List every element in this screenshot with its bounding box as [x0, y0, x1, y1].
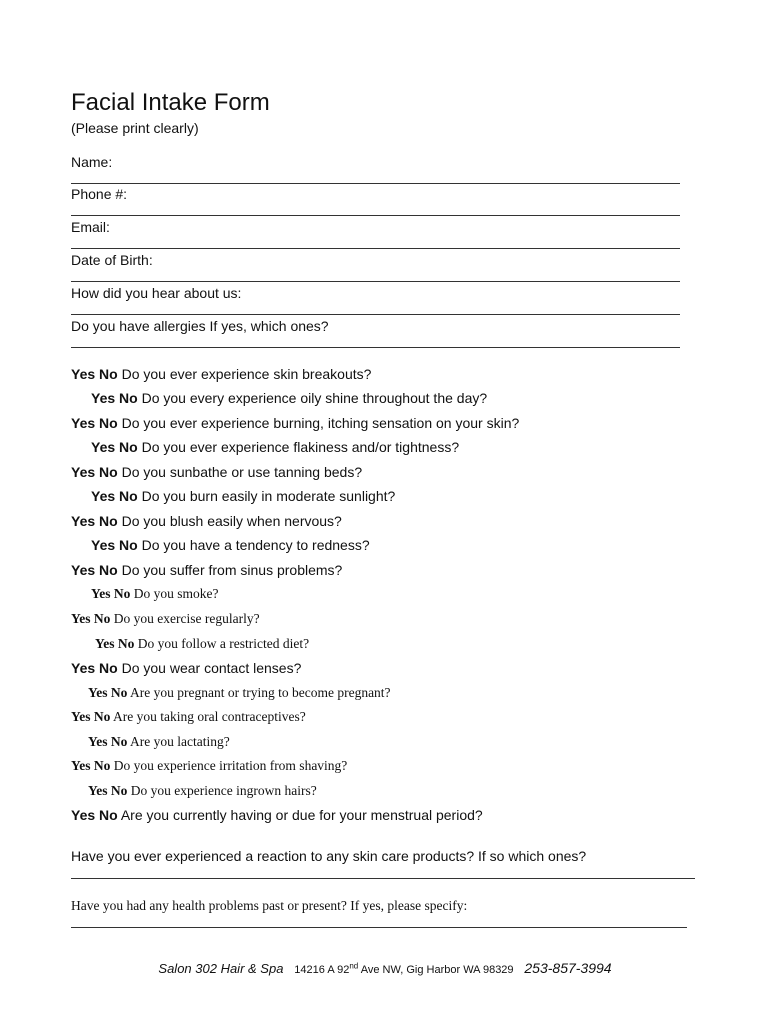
question-row	[71, 611, 260, 627]
question-row	[88, 685, 391, 701]
question-text: Do you ever experience flakiness and/or tightness?	[141, 439, 460, 455]
question-row	[71, 807, 483, 823]
yes-no-choice[interactable]: Yes No	[91, 439, 138, 455]
health-problems-line[interactable]	[71, 927, 687, 928]
question-text: Do you exercise regularly?	[113, 611, 260, 626]
question-row	[88, 734, 230, 750]
address-prefix: 14216 A 92	[294, 964, 350, 976]
question-text: Are you pregnant or trying to become pregnant?	[130, 685, 391, 700]
yes-no-choice[interactable]: Yes No	[95, 636, 135, 651]
question-row	[91, 586, 219, 602]
yes-no-choice[interactable]: Yes No	[71, 807, 118, 823]
question-text: Are you lactating?	[130, 734, 230, 749]
skin-reaction-question: Have you ever experienced a reaction to any skin care products? If so which ones?	[71, 848, 587, 864]
salon-footer	[0, 960, 770, 976]
salon-phone: 253-857-3994	[524, 960, 612, 976]
question-row	[71, 366, 371, 382]
form-title: Facial Intake Form	[71, 89, 270, 116]
field-label-name: Name:	[71, 154, 113, 170]
question-text: Do you ever experience burning, itching sensation on your skin?	[121, 415, 520, 431]
allergies-line[interactable]	[71, 347, 680, 348]
field-label-allergies: Do you have allergies If yes, which ones?	[71, 318, 329, 334]
dob-line[interactable]	[71, 281, 680, 282]
question-text: Do you follow a restricted diet?	[137, 636, 310, 651]
question-text: Do you suffer from sinus problems?	[121, 562, 343, 578]
address-ordinal: nd	[349, 961, 359, 971]
question-row	[71, 660, 301, 676]
question-text: Do you every experience oily shine throughout the day?	[141, 390, 488, 406]
yes-no-choice[interactable]: Yes No	[88, 734, 128, 749]
field-label-phone: Phone #:	[71, 186, 128, 202]
yes-no-choice[interactable]: Yes No	[71, 660, 118, 676]
question-row	[91, 390, 487, 406]
yes-no-choice[interactable]: Yes No	[71, 562, 118, 578]
field-label-dob: Date of Birth:	[71, 252, 153, 268]
question-row	[71, 415, 519, 431]
question-text: Do you sunbathe or use tanning beds?	[121, 464, 363, 480]
yes-no-choice[interactable]: Yes No	[91, 390, 138, 406]
salon-name: Salon 302 Hair & Spa	[158, 961, 284, 976]
phone-line[interactable]	[71, 215, 680, 216]
question-text: Do you have a tendency to redness?	[141, 537, 370, 553]
question-row	[71, 709, 306, 725]
question-text: Do you experience ingrown hairs?	[130, 783, 317, 798]
question-row	[91, 488, 395, 504]
yes-no-choice[interactable]: Yes No	[71, 758, 111, 773]
field-label-referral: How did you hear about us:	[71, 285, 242, 301]
address-suffix: Ave NW, Gig Harbor WA 98329	[358, 964, 514, 976]
question-row	[88, 783, 317, 799]
question-row	[71, 464, 362, 480]
yes-no-choice[interactable]: Yes No	[71, 513, 118, 529]
referral-line[interactable]	[71, 314, 680, 315]
question-text: Do you smoke?	[133, 586, 219, 601]
yes-no-choice[interactable]: Yes No	[88, 783, 128, 798]
question-text: Do you experience irritation from shaving?	[113, 758, 348, 773]
yes-no-choice[interactable]: Yes No	[91, 586, 131, 601]
health-problems-question: Have you had any health problems past or present? If yes, please specify:	[71, 898, 468, 913]
question-row	[71, 562, 342, 578]
question-text: Are you currently having or due for your menstrual period?	[120, 807, 483, 823]
field-label-email: Email:	[71, 219, 110, 235]
question-text: Do you blush easily when nervous?	[121, 513, 342, 529]
question-text: Do you ever experience skin breakouts?	[121, 366, 372, 382]
question-text: Are you taking oral contraceptives?	[113, 709, 306, 724]
yes-no-choice[interactable]: Yes No	[91, 488, 138, 504]
yes-no-choice[interactable]: Yes No	[91, 537, 138, 553]
yes-no-choice[interactable]: Yes No	[71, 709, 111, 724]
question-row	[91, 537, 370, 553]
question-text: Do you wear contact lenses?	[121, 660, 302, 676]
yes-no-choice[interactable]: Yes No	[71, 366, 118, 382]
yes-no-choice[interactable]: Yes No	[71, 611, 111, 626]
yes-no-choice[interactable]: Yes No	[71, 464, 118, 480]
name-line[interactable]	[71, 183, 680, 184]
salon-address	[294, 961, 514, 976]
skin-reaction-line[interactable]	[71, 878, 695, 879]
yes-no-choice[interactable]: Yes No	[88, 685, 128, 700]
question-row	[71, 758, 347, 774]
question-row	[71, 513, 342, 529]
question-row	[91, 439, 459, 455]
form-subtitle: (Please print clearly)	[71, 120, 199, 136]
question-text: Do you burn easily in moderate sunlight?	[141, 488, 396, 504]
question-row	[95, 636, 309, 652]
yes-no-choice[interactable]: Yes No	[71, 415, 118, 431]
email-line[interactable]	[71, 248, 680, 249]
